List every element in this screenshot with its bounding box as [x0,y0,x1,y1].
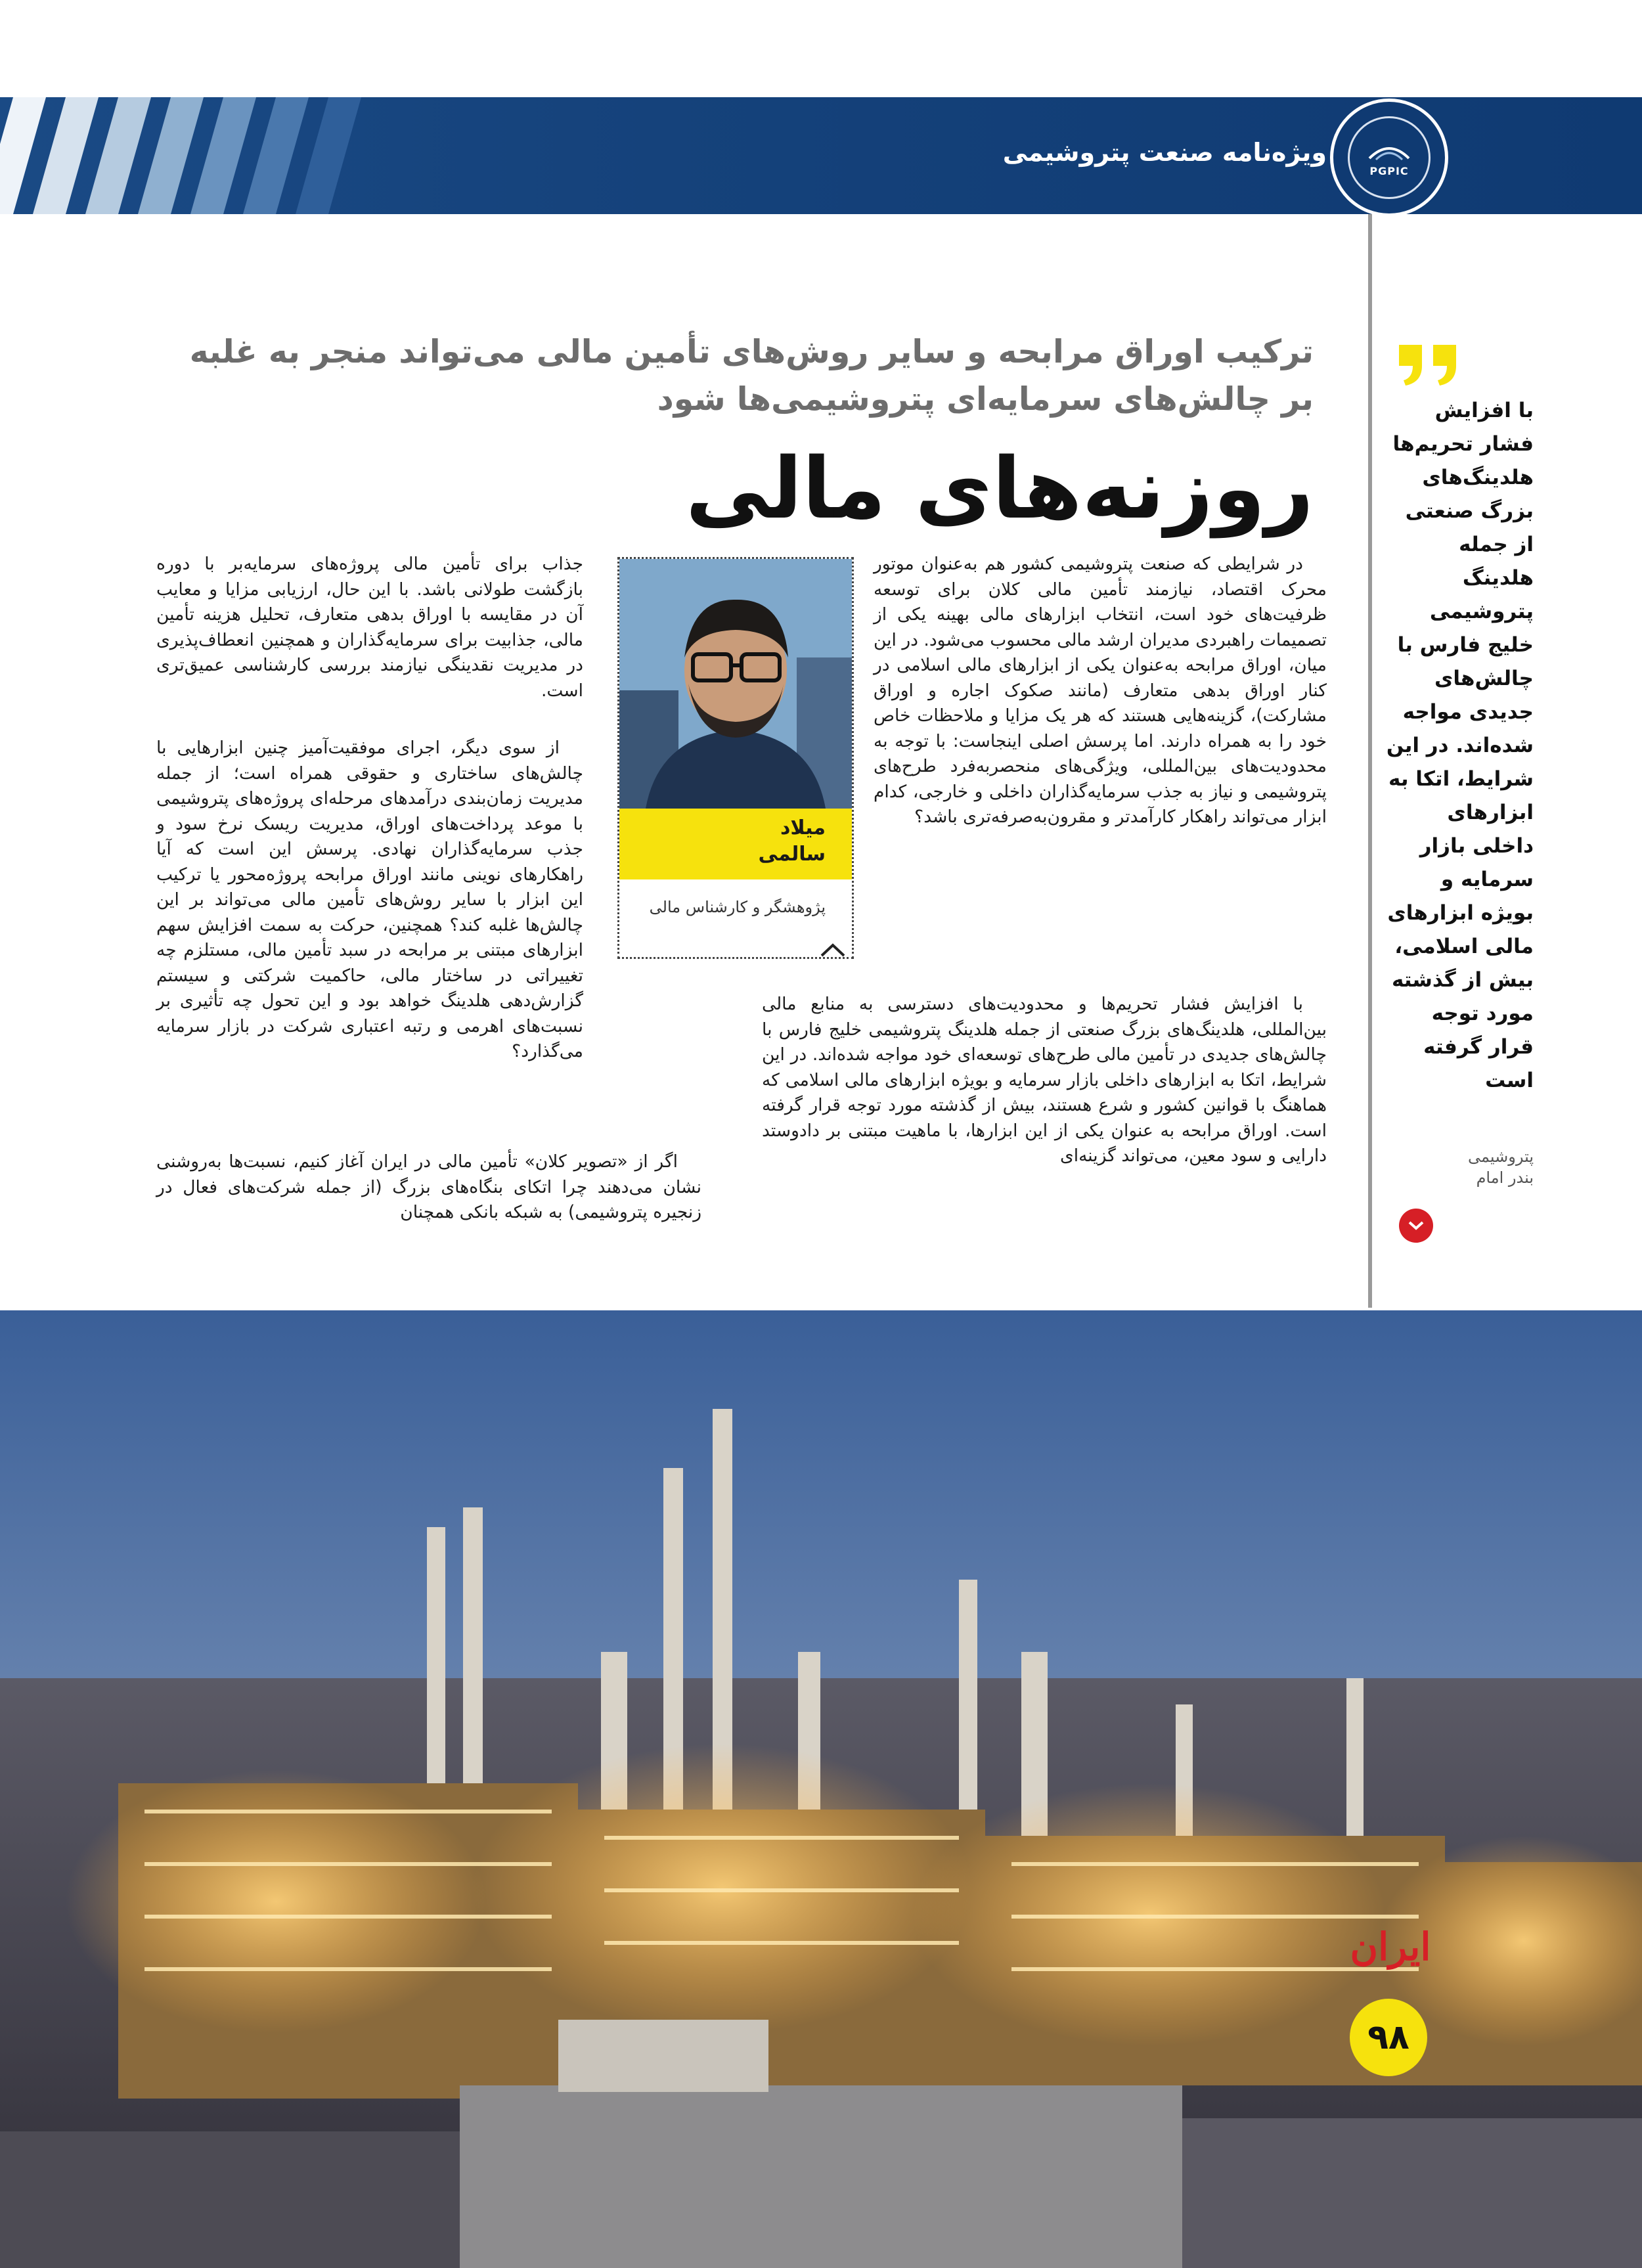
author-role: پژوهشگر و کارشناس مالی [649,898,826,916]
body-column-right [874,552,1327,830]
body-paragraph: در شرایطی که صنعت پتروشیمی کشور هم به‌عنوان موتور محرک اقتصاد، نیازمند تأمین مالی کلان برای توسعه ظرفیت‌های خود است، انتخاب ابزارهای مالی بهینه یکی از تصمیمات راهبردی مدیران ارشد مالی محسوب می‌شود. در این میان، اوراق مرابحه به‌عنوان یکی از ابزارهای مالی اسلامی در کنار اوراق بدهی متعارف (مانند صکوک اجاره و اوراق مشارکت)، گزینه‌هایی هستند که هر یک مزایا و ملاحظات خاص خود را به همراه دارند. اما پرسش اصلی اینجاست: با توجه به محدودیت‌های بین‌المللی، ویژگی‌های منحصربه‌فرد طرح‌های پتروشیمی و نیاز به جذب سرمایه‌گذاران داخلی و خارجی، کدام ابزار می‌تواند راهکار کارآمدتر و مقرون‌به‌صرفه‌تری باشد؟ [874,554,1327,827]
body-paragraph: از سوی دیگر، اجرای موفقیت‌آمیز چنین ابزارهایی با چالش‌های ساختاری و حقوقی همراه است؛ از جمله مدیریت زمان‌بندی درآمدهای مرحله‌ای پروژه‌های پتروشیمی با موعد پرداخت‌های اوراق، مدیریت ریسک نرخ سود و جذب سرمایه‌گذاران نهادی. پرسش این است که آیا راهکارهای نوینی مانند اوراق مرابحه پروژه‌محور یا ترکیب این ابزار با سایر روش‌های تأمین مالی می‌تواند بر این چالش‌ها غلبه کند؟ همچنین، حرکت به سمت افزایش سهم ابزارهای مبتنی بر مرابحه در سبد تأمین مالی، مستلزم چه تغییراتی در ساختار مالی، حاکمیت شرکتی و سیستم گزارش‌دهی هلدینگ خواهد بود و این تحول چه تأثیری بر نسبت‌های اهرمی و رتبه اعتباری شرکت در بازار سرمایه می‌گذارد؟ [156,738,583,1061]
brand-mark: ایران [1350,1924,1431,1969]
author-last-name: سالمی [758,843,826,866]
photo-caption-line1: پتروشیمی [1468,1147,1534,1166]
body-paragraph: با افزایش فشار تحریم‌ها و محدودیت‌های دسترسی به منابع مالی بین‌المللی، هلدینگ‌های بزرگ صنعتی از جمله هلدینگ پتروشیمی خلیج فارس با چالش‌های جدیدی در تأمین مالی طرح‌های توسعه‌ای خود مواجه شده‌اند. در این شرایط، اتکا به ابزارهای داخلی بازار سرمایه و بویژه ابزارهای مالی اسلامی که هماهنگ با قوانین کشور و شرع هستند، بیش از گذشته مورد توجه قرار گرفته است. اوراق مرابحه به عنوان یکی از این ابزارها، با ماهیت مبتنی بر دادوستد دارایی و سود معین، می‌تواند گزینه‌ای [762,994,1327,1166]
refinery-photo [0,1310,1642,2268]
logo-ring [1348,116,1431,199]
body-paragraph: اگر از «تصویر کلان» تأمین مالی در ایران آغاز کنیم، نسبت‌ها به‌روشنی نشان می‌دهند چرا اتکای بنگاه‌های بزرگ (از جمله شرکت‌های فعال در زنجیره پتروشیمی) به شبکه بانکی همچنان [156,1151,701,1222]
caret-up-icon [816,940,849,960]
decorative-stripes [0,97,368,214]
article-kicker: ترکیب اوراق مرابحه و سایر روش‌های تأمین مالی می‌تواند منجر به غلبه بر چالش‌های سرمایه‌ای پتروشیمی‌ها شود [189,333,1314,418]
section-label: ویژه‌نامه صنعت پتروشیمی [1002,138,1327,167]
body-column-left [156,552,583,703]
photo-caption [1383,1146,1534,1188]
pull-quote: با افزایش فشار تحریم‌ها هلدینگ‌های بزرگ صنعتی از جمله هلدینگ پتروشیمی خلیج فارس با چالش‌های جدیدی مواجه شده‌اند. در این شرایط، اتکا به ابزارهای داخلی بازار سرمایه و بویژه ابزارهای مالی اسلامی، بیش از گذشته مورد توجه قرار گرفته است [1386,399,1534,1092]
logo-emblem-icon [1366,139,1412,165]
body-paragraph: جذاب برای تأمین مالی پروژه‌های سرمایه‌بر با دوره بازگشت طولانی باشد. با این حال، ارزیابی مزایا و معایب آن در مقایسه با اوراق بدهی متعارف، تحلیل هزینه تأمین مالی، جذابیت برای سرمایه‌گذاران و همچنین انعطاف‌پذیری در مدیریت نقدینگی نیازمند بررسی کارشناسی عمیق‌تری است. [156,554,583,701]
quote-mark-icon [1392,338,1465,388]
photo-caption-line2: بندر امام [1476,1168,1534,1187]
author-portrait [619,559,852,809]
author-photo [619,559,852,809]
company-logo [1330,99,1448,217]
author-name-bar [619,809,852,879]
logo-text: PGPIC [1369,164,1409,177]
page-number: ۹۸ [1350,1999,1427,2076]
article-headline: روزنه‌های مالی [685,440,1314,538]
body-column-left-bottom [156,1149,701,1226]
author-box [617,557,854,959]
sidebar-divider [1368,214,1372,1308]
refinery-illustration [0,1310,1642,2268]
body-column-right-lower [762,992,1327,1169]
author-first-name: میلاد [780,816,826,839]
chevron-down-icon [1399,1209,1433,1243]
body-column-left-lower [156,736,583,1065]
